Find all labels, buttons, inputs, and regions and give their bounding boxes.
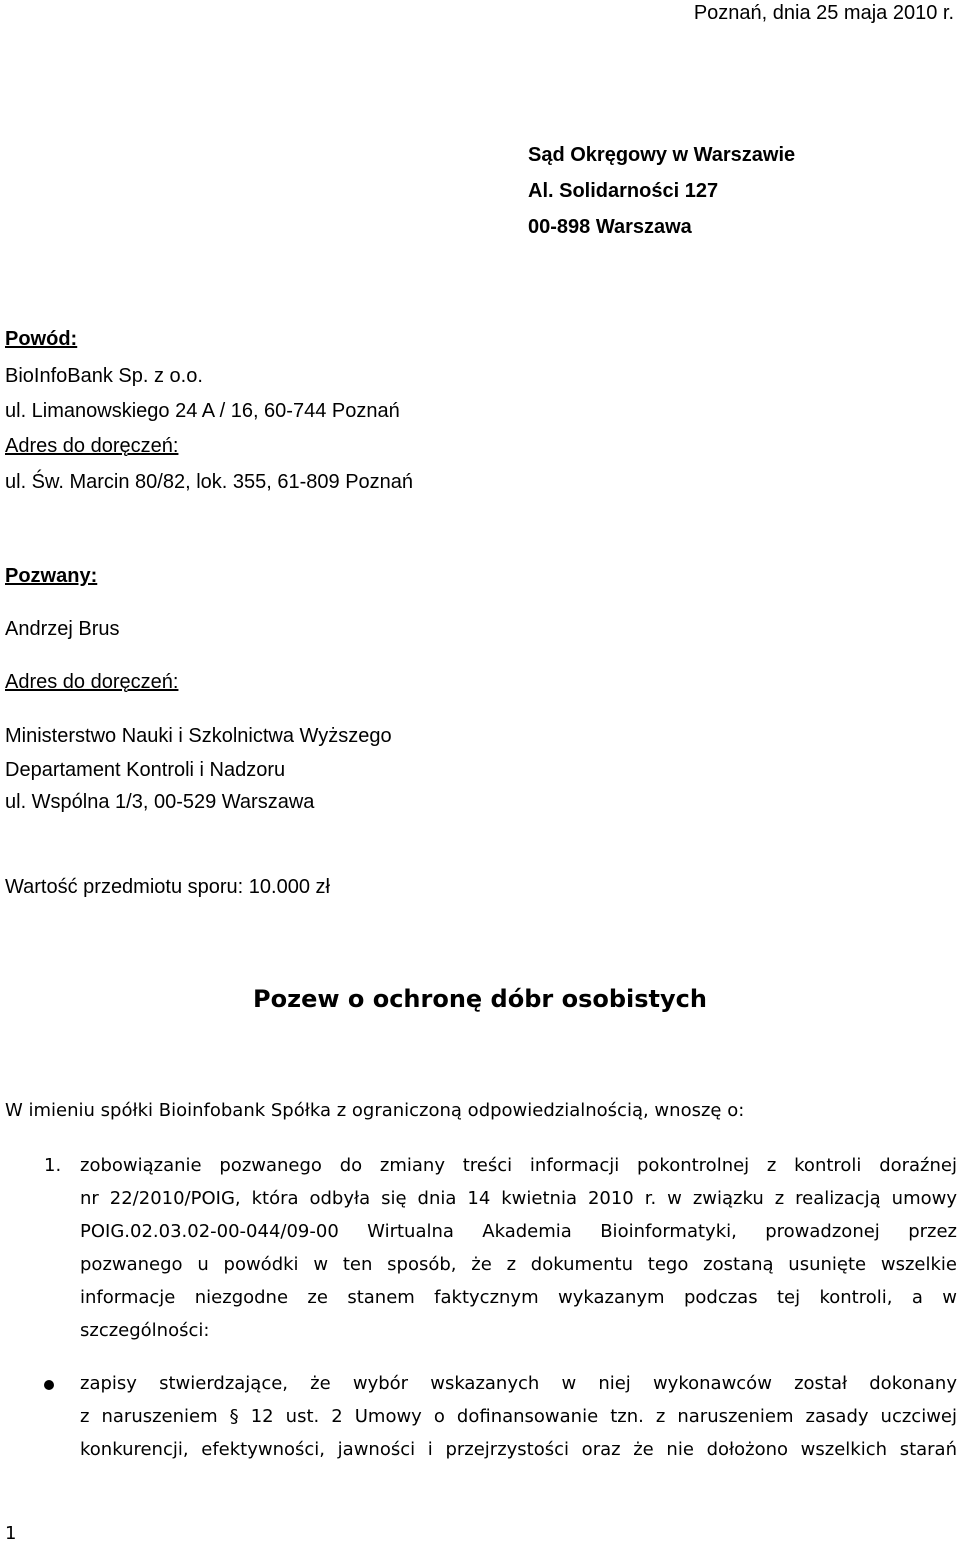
- defendant-name: Andrzej Brus: [5, 618, 120, 640]
- plaintiff-delivery-address: ul. Św. Marcin 80/82, lok. 355, 61-809 Poznań: [5, 471, 414, 493]
- defendant-delivery-label: Adres do doręczeń:: [5, 671, 179, 693]
- claim-line: pozwanego u powódki w ten sposób, że z dokumentu tego zostaną usunięte wszelkie: [80, 1254, 957, 1275]
- claim-number: 1.: [44, 1155, 62, 1176]
- claim-line: zobowiązanie pozwanego do zmiany treści informacji pokontrolnej z kontroli doraźnej: [80, 1155, 957, 1176]
- dispute-value: Wartość przedmiotu sporu: 10.000 zł: [5, 876, 330, 898]
- bullet-dot: [44, 1380, 54, 1390]
- defendant-department: Departament Kontroli i Nadzoru: [5, 759, 286, 781]
- defendant-address: ul. Wspólna 1/3, 00-529 Warszawa: [5, 791, 315, 813]
- plaintiff-label: Powód:: [5, 328, 78, 350]
- document-title: Pozew o ochronę dóbr osobistych: [253, 985, 707, 1013]
- bullet-line: z naruszeniem § 12 ust. 2 Umowy o dofinansowanie tzn. z naruszeniem zasady uczciwej: [80, 1406, 957, 1427]
- intro-paragraph: W imieniu spółki Bioinfobank Spółka z ograniczoną odpowiedzialnością, wnoszę o:: [5, 1100, 745, 1121]
- claim-line: szczególności:: [80, 1320, 210, 1341]
- place-date: Poznań, dnia 25 maja 2010 r.: [693, 2, 954, 24]
- bullet-line: zapisy stwierdzające, że wybór wskazanych w niej wykonawców został dokonany: [80, 1373, 957, 1394]
- court-name: Sąd Okręgowy w Warszawie: [528, 144, 796, 166]
- bullet-line: konkurencji, efektywności, jawności i przejrzystości oraz że nie dołożono wszelkich starań: [80, 1439, 957, 1460]
- claim-line: informacje niezgodne ze stanem faktycznym wykazanym podczas tej kontroli, a w: [80, 1287, 957, 1308]
- plaintiff-delivery-label: Adres do doręczeń:: [5, 435, 179, 457]
- court-street: Al. Solidarności 127: [528, 180, 719, 202]
- plaintiff-name: BioInfoBank Sp. z o.o.: [5, 365, 203, 387]
- claim-line: nr 22/2010/POIG, która odbyła się dnia 14 kwietnia 2010 r. w związku z realizacją umowy: [80, 1188, 957, 1209]
- claim-line: POIG.02.03.02-00-044/09-00 Wirtualna Akademia Bioinformatyki, prowadzonej przez: [80, 1221, 957, 1242]
- plaintiff-address: ul. Limanowskiego 24 A / 16, 60-744 Poznań: [5, 400, 400, 422]
- court-city: 00-898 Warszawa: [528, 216, 692, 238]
- page-number: 1: [5, 1523, 17, 1544]
- defendant-label: Pozwany:: [5, 565, 98, 587]
- defendant-org: Ministerstwo Nauki i Szkolnictwa Wyższego: [5, 725, 392, 747]
